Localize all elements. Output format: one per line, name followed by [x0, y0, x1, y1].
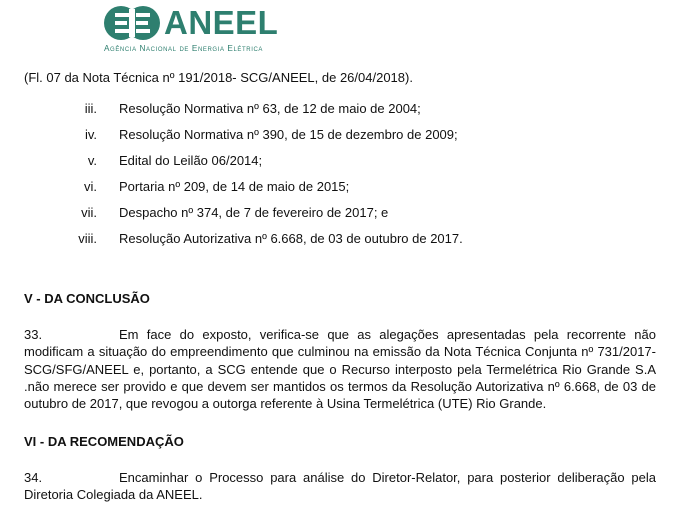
list-item [0, 101, 600, 117]
paragraph-number: 34. [24, 470, 43, 485]
paragraph-text: Encaminhar o Processo para análise do Diretor-Relator, para posterior deliberação pela Diretoria Colegiada da ANEEL. [24, 470, 656, 503]
section-title-recommendation: VI - DA RECOMENDAÇÃO [24, 434, 184, 449]
paragraph-33 [24, 326, 656, 412]
list-item-text: Edital do Leilão 06/2014; [119, 153, 263, 168]
list-item [0, 231, 600, 247]
paragraph-34 [24, 469, 656, 504]
list-item-number: vi. [84, 179, 97, 194]
list-item-number: v. [87, 153, 97, 168]
list-item-number: vii. [81, 205, 97, 220]
list-item-number: iv. [84, 127, 97, 142]
page-reference: (Fl. 07 da Nota Técnica nº 191/2018- SCG/ANEEL, de 26/04/2018). [24, 70, 413, 85]
list-item [0, 153, 600, 169]
aneel-logo [103, 4, 279, 53]
list-item-text: Resolução Normativa nº 390, de 15 de dezembro de 2009; [119, 127, 458, 142]
list-item-text: Resolução Autorizativa nº 6.668, de 03 de outubro de 2017. [119, 231, 463, 246]
list-item [0, 205, 600, 221]
brand-tagline: Agência Nacional de Energia Elétrica [104, 44, 264, 53]
list-item-text: Portaria nº 209, de 14 de maio de 2015; [119, 179, 350, 194]
list-item-number: iii. [84, 101, 97, 116]
brand-name: ANEEL [164, 4, 279, 41]
paragraph-number: 33. [24, 327, 43, 342]
list-item [0, 179, 600, 195]
paragraph-text: Em face do exposto, verifica-se que as alegações apresentadas pela recorrente não modificam a situação do empreendimento que culminou na emissão da Nota Técnica Conjunta nº 731/2017-SCG/SFG/ANEEL e, portanto, a SCG entende que o Recurso interposto pela Termelétrica Rio Grande S.A .não merece ser provido e que devem ser mantidos os termos da Resolução Autorizativa nº 6.668, de 03 de outubro de 2017, que revogou a outorga referente à Usina Termelétrica (UTE) Rio Grande. [24, 327, 656, 412]
list-item-text: Despacho nº 374, de 7 de fevereiro de 2017; e [119, 205, 389, 220]
list-item-text: Resolução Normativa nº 63, de 12 de maio de 2004; [119, 101, 421, 116]
aneel-logo-icon [103, 5, 161, 41]
list-item-number: viii. [78, 231, 97, 246]
list-item [0, 127, 600, 143]
section-title-conclusion: V - DA CONCLUSÃO [24, 291, 150, 306]
